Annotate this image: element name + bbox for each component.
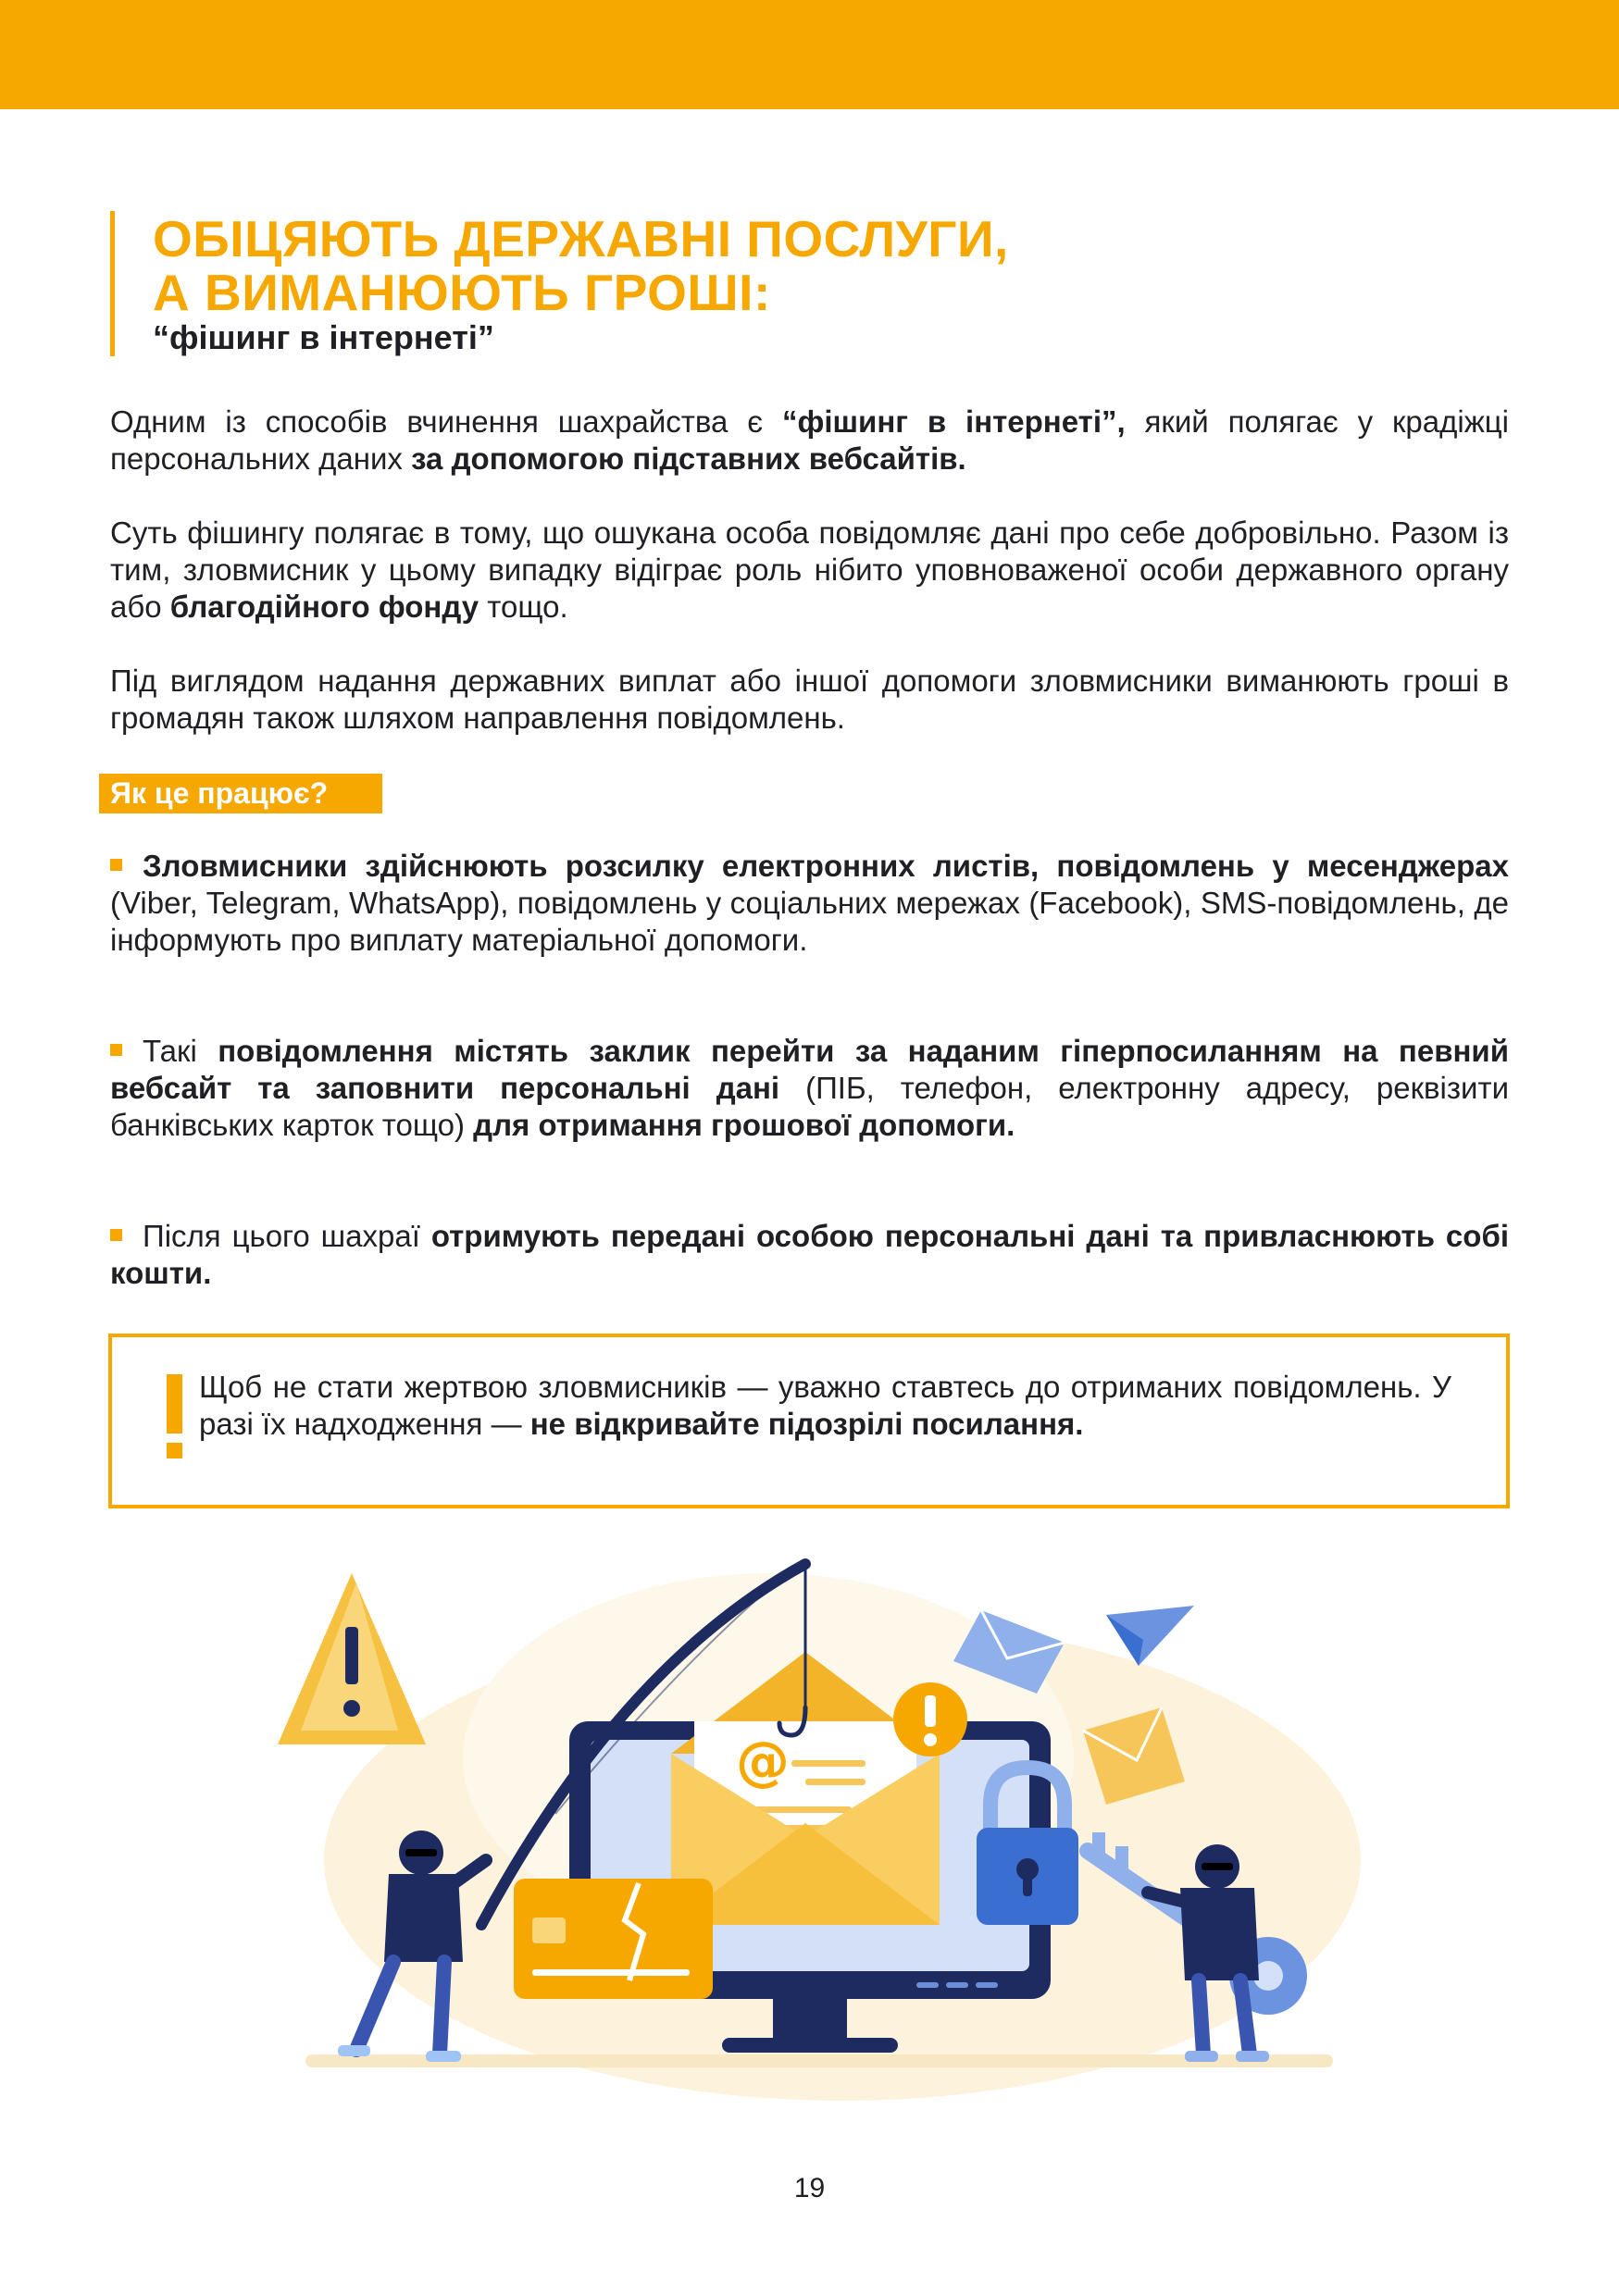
credit-card-icon	[514, 1879, 713, 1999]
bullet-2-bold-2: для отримання грошової допомоги.	[473, 1108, 1015, 1142]
warning-text-plain: Щоб не стати жертвою зловмисників — уважно ставтесь до отриманих повідомлень. У разі їх надходження —	[199, 1370, 1451, 1441]
intro-paragraph-1	[110, 403, 1509, 478]
page-title-line-1: ОБІЦЯЮТЬ ДЕРЖАВНІ ПОСЛУГИ,	[153, 210, 1009, 267]
intro-paragraph-3: Під виглядом надання державних виплат або іншої допомоги зловмисники виманюють гроші в громадян також шляхом направлення повідомлень.	[110, 664, 1509, 735]
intro-p1-bold-2: за допомогою підставних вебсайтів.	[411, 441, 966, 476]
exclamation-icon	[167, 1374, 182, 1433]
intro-p2-text-2: тощо.	[479, 590, 568, 624]
intro-p1-text-2: який полягає у крадіжці персональних даних	[110, 404, 1509, 476]
warning-triangle-icon	[278, 1573, 426, 1744]
intro-paragraph-2	[110, 515, 1509, 626]
page-title-line-2: А ВИМАНЮЮТЬ ГРОШІ:	[153, 264, 771, 321]
title-block	[110, 211, 1318, 356]
warning-text	[199, 1369, 1451, 1443]
intro-p2-bold: благодійного фонду	[169, 590, 479, 624]
bullet-item-1	[110, 848, 1509, 959]
warning-box	[108, 1334, 1510, 1508]
page-subtitle: “фішинг в інтернеті”	[153, 318, 494, 356]
bullet-3-bold: отримують передані особою персональні дані та привласнюють собі кошти.	[110, 1219, 1509, 1290]
bullet-2-text: Такі	[143, 1034, 218, 1068]
exclamation-dot-icon	[167, 1443, 182, 1458]
bullet-item-3	[110, 1218, 1509, 1292]
bullet-square-icon	[110, 1229, 122, 1241]
phishing-illustration	[250, 1555, 1389, 2110]
bullet-1-text: (Viber, Telegram, WhatsApp), повідомлень у соціальних мережах (Facebook), SMS-повідомлень, де інформують про виплату матеріальної допомоги.	[110, 886, 1509, 957]
top-banner	[0, 0, 1619, 109]
warning-text-bold: не відкривайте підозрілі посилання.	[529, 1407, 1084, 1441]
bullet-square-icon	[110, 1044, 122, 1056]
how-it-works-label: Як це працює?	[99, 774, 382, 813]
bullet-square-icon	[110, 859, 122, 871]
bullet-1-bold: Зловмисники здійснюють розсилку електронних листів, повідомлень у месенджерах	[143, 849, 1509, 883]
bullet-3-text: Після цього шахраї	[143, 1219, 431, 1253]
email-at-symbol: @	[736, 1730, 790, 1793]
page-number: 19	[793, 2173, 826, 2203]
alert-circle-icon	[893, 1682, 967, 1756]
bullet-item-2	[110, 1033, 1509, 1144]
intro-p1-bold: “фішинг в інтернеті”,	[781, 404, 1126, 439]
bullet-2-bold: повідомлення містять заклик перейти за наданим гіперпосиланням на певний вебсайт та заповнити персональні дані	[110, 1034, 1509, 1105]
intro-p1-text: Одним із способів вчинення шахрайства є	[110, 404, 782, 439]
bullet-2-text-2: (ПІБ, телефон, електронну адресу, реквізити банківських карток тощо)	[110, 1071, 1509, 1142]
intro-p2-text: Суть фішингу полягає в тому, що ошукана особа повідомляє дані про себе добровільно. Разом із тим, зловмисник у цьому випадку відіграє роль нібито уповноваженої особи державного органу або	[110, 515, 1509, 624]
